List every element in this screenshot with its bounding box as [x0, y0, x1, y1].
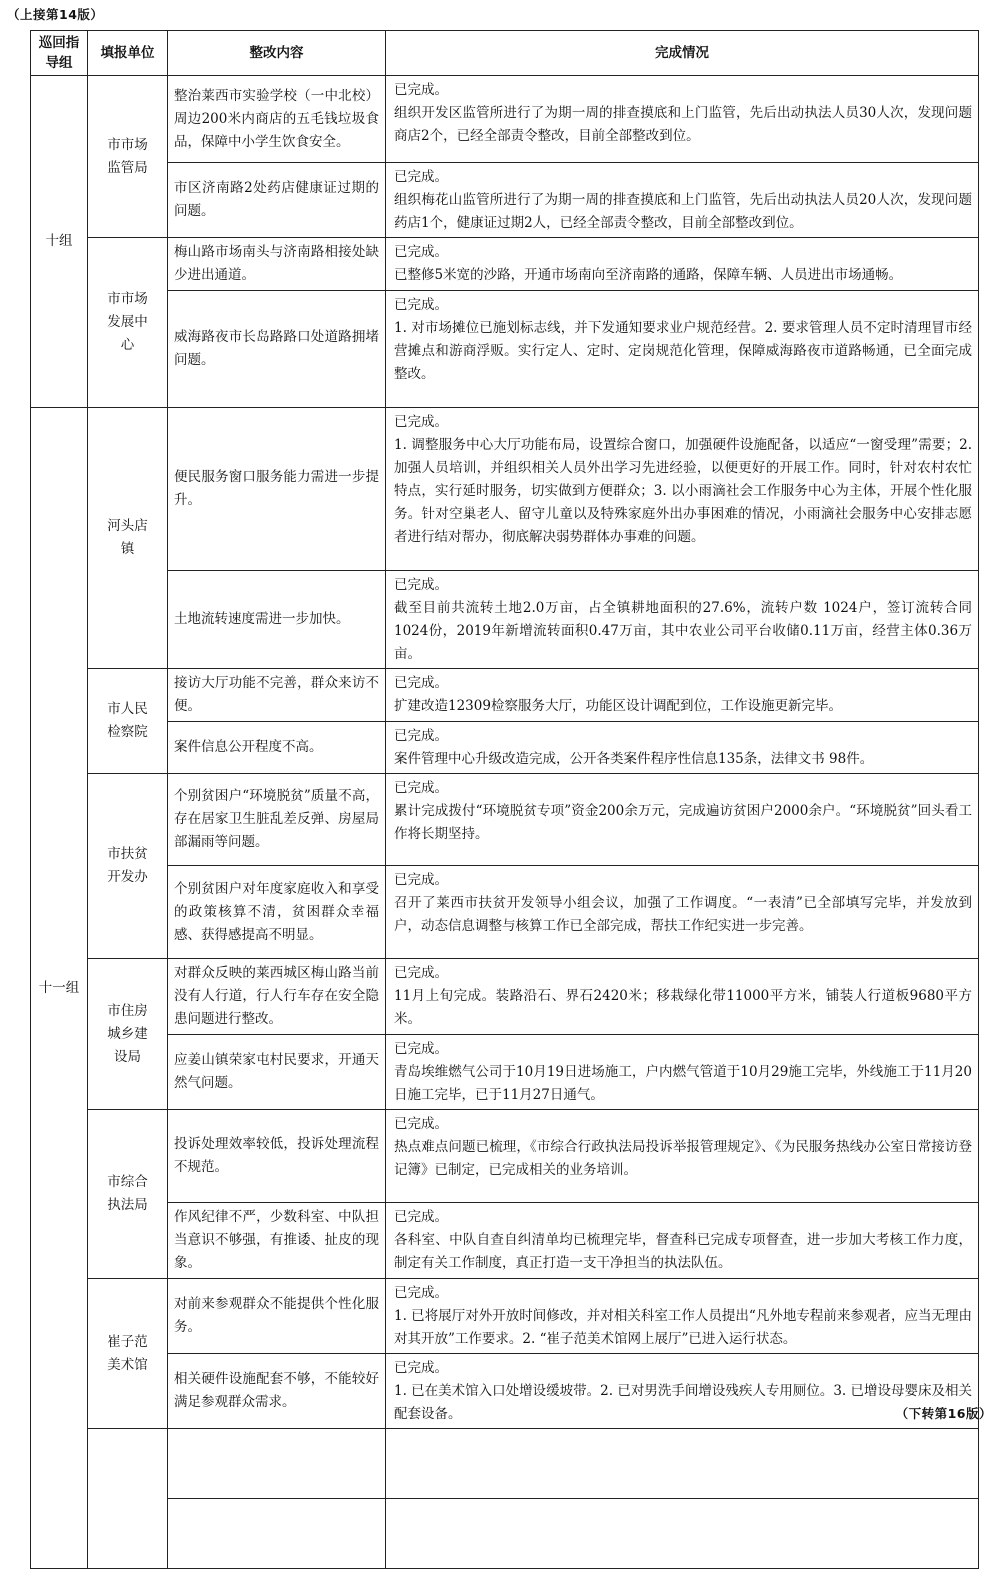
- status-result: 已完成。: [394, 965, 448, 981]
- status-result: 已完成。: [394, 1209, 448, 1225]
- status-cell: [386, 291, 979, 408]
- unit-cell: 河头店镇: [88, 408, 168, 669]
- issue-cell: 梅山路市场南头与济南路相接处缺少进出通道。: [168, 238, 386, 291]
- table-row: [31, 291, 979, 408]
- status-detail: 11月上旬完成。装路沿石、界石2420米；移栽绿化带11000平方米，铺装人行道板9680平方米。: [394, 988, 972, 1027]
- status-cell: [386, 408, 979, 571]
- unit-cell: 市市场发展中心: [88, 238, 168, 408]
- status-detail: 已整修5米宽的沙路，开通市场南向至济南路的通路，保障车辆、人员进出市场通畅。: [394, 267, 903, 283]
- continued-from-note: （上接第14版）: [7, 7, 104, 22]
- status-cell: [386, 669, 979, 722]
- issue-cell: 接访大厅功能不完善，群众来访不便。: [168, 669, 386, 722]
- issue-cell: 案件信息公开程度不高。: [168, 722, 386, 774]
- table-row: [31, 1203, 979, 1279]
- status-result: 已完成。: [394, 728, 448, 744]
- status-cell: [386, 571, 979, 669]
- rectification-table: [30, 30, 979, 1569]
- status-result: 已完成。: [394, 297, 448, 313]
- status-detail: 截至目前共流转土地2.0万亩，占全镇耕地面积的27.6%，流转户数 1024户，签订流转合同1024份，2019年新增流转面积0.47万亩，其中农业公司平台收储0.11万亩，经营主体0.36万亩。: [394, 600, 972, 662]
- status-detail: 扩建改造12309检察服务大厅，功能区设计调配到位，工作设施更新完毕。: [394, 698, 842, 714]
- table-row: [31, 1279, 979, 1354]
- issue-cell: 个别贫困户“环境脱贫”质量不高，存在居家卫生脏乱差反弹、房屋局部漏雨等问题。: [168, 774, 386, 866]
- table-row: [31, 959, 979, 1035]
- status-result: 已完成。: [394, 577, 448, 593]
- table-row: [31, 571, 979, 669]
- header-group: 巡回指导组: [31, 31, 88, 76]
- status-detail: 1. 已将展厅对外开放时间修改，并对相关科室工作人员提出“凡外地专程前来参观者，应当无理由对其开放”工作要求。2. “崔子范美术馆网上展厅”已进入运行状态。: [394, 1308, 972, 1347]
- status-detail: 各科室、中队自查自纠清单均已梳理完毕，督查科已完成专项督查，进一步加大考核工作力度，制定有关工作制度，真正打造一支干净担当的执法队伍。: [394, 1232, 972, 1271]
- status-cell: [386, 959, 979, 1035]
- status-result: 已完成。: [394, 1285, 448, 1301]
- status-detail: 召开了莱西市扶贫开发领导小组会议，加强了工作调度。“一表清”已全部填写完毕，并发放到户，动态信息调整与核算工作已全部完成，帮扶工作纪实进一步完善。: [394, 895, 972, 934]
- header-issue: 整改内容: [168, 31, 386, 76]
- issue-cell: 个别贫困户对年度家庭收入和享受的政策核算不清，贫困群众幸福感、获得感提高不明显。: [168, 866, 386, 959]
- issue-cell: 投诉处理效率较低，投诉处理流程不规范。: [168, 1110, 386, 1203]
- status-result: 已完成。: [394, 780, 448, 796]
- unit-cell: 市扶贫开发办: [88, 774, 168, 959]
- status-result: 已完成。: [394, 414, 448, 430]
- status-cell: [386, 1203, 979, 1279]
- status-result: 已完成。: [394, 244, 448, 260]
- status-detail: 案件管理中心升级改造完成，公开各类案件程序性信息135条，法律文书 98件。: [394, 751, 874, 767]
- issue-cell: 相关硬件设施配套不够，不能较好满足参观群众需求。: [168, 1354, 386, 1429]
- status-detail: 1. 已在美术馆入口处增设缓坡带。2. 已对男洗手间增设残疾人专用厕位。3. 已增设母婴床及相关配套设备。: [394, 1383, 973, 1422]
- table-row: [31, 238, 979, 291]
- status-detail: 热点难点问题已梳理，《市综合行政执法局投诉举报管理规定》、《为民服务热线办公室日常接访登记簿》已制定，已完成相关的业务培训。: [394, 1139, 972, 1178]
- status-cell: [386, 163, 979, 238]
- unit-cell: 崔子范美术馆: [88, 1279, 168, 1429]
- issue-cell: 便民服务窗口服务能力需进一步提升。: [168, 408, 386, 571]
- status-cell: [386, 1499, 979, 1569]
- issue-cell: [168, 1429, 386, 1499]
- status-cell: [386, 1110, 979, 1203]
- unit-cell: 市住房城乡建设局: [88, 959, 168, 1110]
- issue-cell: 作风纪律不严，少数科室、中队担当意识不够强，有推诿、扯皮的现象。: [168, 1203, 386, 1279]
- status-result: 已完成。: [394, 82, 448, 98]
- issue-cell: [168, 1499, 386, 1569]
- status-detail: 组织梅花山监管所进行了为期一周的排查摸底和上门监管，先后出动执法人员20人次，发现问题药店1个，健康证过期2人，已经全部责令整改，目前全部整改到位。: [394, 192, 972, 231]
- status-result: 已完成。: [394, 1041, 448, 1057]
- table-row: [31, 669, 979, 722]
- table-row: [31, 408, 979, 571]
- status-result: 已完成。: [394, 872, 448, 888]
- unit-cell: 市综合执法局: [88, 1110, 168, 1279]
- status-cell: [386, 238, 979, 291]
- issue-cell: 整治莱西市实验学校（一中北校）周边200米内商店的五毛钱垃圾食品，保障中小学生饮食安全。: [168, 76, 386, 163]
- status-result: 已完成。: [394, 169, 448, 185]
- table-header-row: [31, 31, 979, 76]
- status-detail: 1. 调整服务中心大厅功能布局，设置综合窗口，加强硬件设施配备，以适应“一窗受理”需要；2. 加强人员培训，并组织相关人员外出学习先进经验，以便更好的开展工作。同时，针对农村农忙特点，实行延时服务，切实做到方便群众；3. 以小雨滴社会工作服务中心为主体，开展个性化服务。针对空巢老人、留守儿童以及特殊家庭外出办事困难的情况，小雨滴社会服务中心安排志愿者进行结对帮办，彻底解决弱势群体办事难的问题。: [394, 437, 972, 545]
- header-unit: 填报单位: [88, 31, 168, 76]
- table-row: [31, 163, 979, 238]
- status-detail: 组织开发区监管所进行了为期一周的排查摸底和上门监管，先后出动执法人员30人次，发现问题商店2个，已经全部责令整改，目前全部整改到位。: [394, 105, 972, 144]
- status-cell: [386, 1035, 979, 1110]
- status-cell: [386, 722, 979, 774]
- status-cell: [386, 866, 979, 959]
- table-row: [31, 1429, 979, 1499]
- table-row: [31, 1110, 979, 1203]
- table-row: [31, 866, 979, 959]
- table-row: [31, 722, 979, 774]
- status-detail: 青岛埃维燃气公司于10月19日进场施工，户内燃气管道于10月29施工完毕，外线施工于11月20日施工完毕，已于11月27日通气。: [394, 1064, 972, 1103]
- unit-cell: [88, 1429, 168, 1569]
- status-result: 已完成。: [394, 1116, 448, 1132]
- status-cell: [386, 1429, 979, 1499]
- continued-on-note: （下转第16版）: [895, 1406, 992, 1421]
- status-detail: 累计完成拨付“环境脱贫专项”资金200余万元，完成遍访贫困户2000余户。“环境脱贫”回头看工作将长期坚持。: [394, 803, 972, 842]
- status-result: 已完成。: [394, 1360, 448, 1376]
- header-status: 完成情况: [386, 31, 979, 76]
- status-cell: [386, 1354, 979, 1429]
- unit-cell: 市市场监管局: [88, 76, 168, 238]
- table-row: [31, 76, 979, 163]
- issue-cell: 威海路夜市长岛路路口处道路拥堵问题。: [168, 291, 386, 408]
- group-cell: 十组: [31, 76, 88, 408]
- table-row: [31, 1354, 979, 1429]
- table-row: [31, 1499, 979, 1569]
- issue-cell: 对前来参观群众不能提供个性化服务。: [168, 1279, 386, 1354]
- table-row: [31, 774, 979, 866]
- status-detail: 1. 对市场摊位已施划标志线，并下发通知要求业户规范经营。2. 要求管理人员不定时清理冒市经营摊点和游商浮贩。实行定人、定时、定岗规范化管理，保障威海路夜市道路畅通，已全面完成整改。: [394, 320, 972, 382]
- issue-cell: 应姜山镇荣家屯村民要求，开通天然气问题。: [168, 1035, 386, 1110]
- group-cell: 十一组: [31, 408, 88, 1569]
- status-cell: [386, 76, 979, 163]
- table-row: [31, 1035, 979, 1110]
- status-cell: [386, 1279, 979, 1354]
- issue-cell: 土地流转速度需进一步加快。: [168, 571, 386, 669]
- issue-cell: 市区济南路2处药店健康证过期的问题。: [168, 163, 386, 238]
- issue-cell: 对群众反映的莱西城区梅山路当前没有人行道，行人行车存在安全隐患问题进行整改。: [168, 959, 386, 1035]
- unit-cell: 市人民检察院: [88, 669, 168, 774]
- status-cell: [386, 774, 979, 866]
- status-result: 已完成。: [394, 675, 448, 691]
